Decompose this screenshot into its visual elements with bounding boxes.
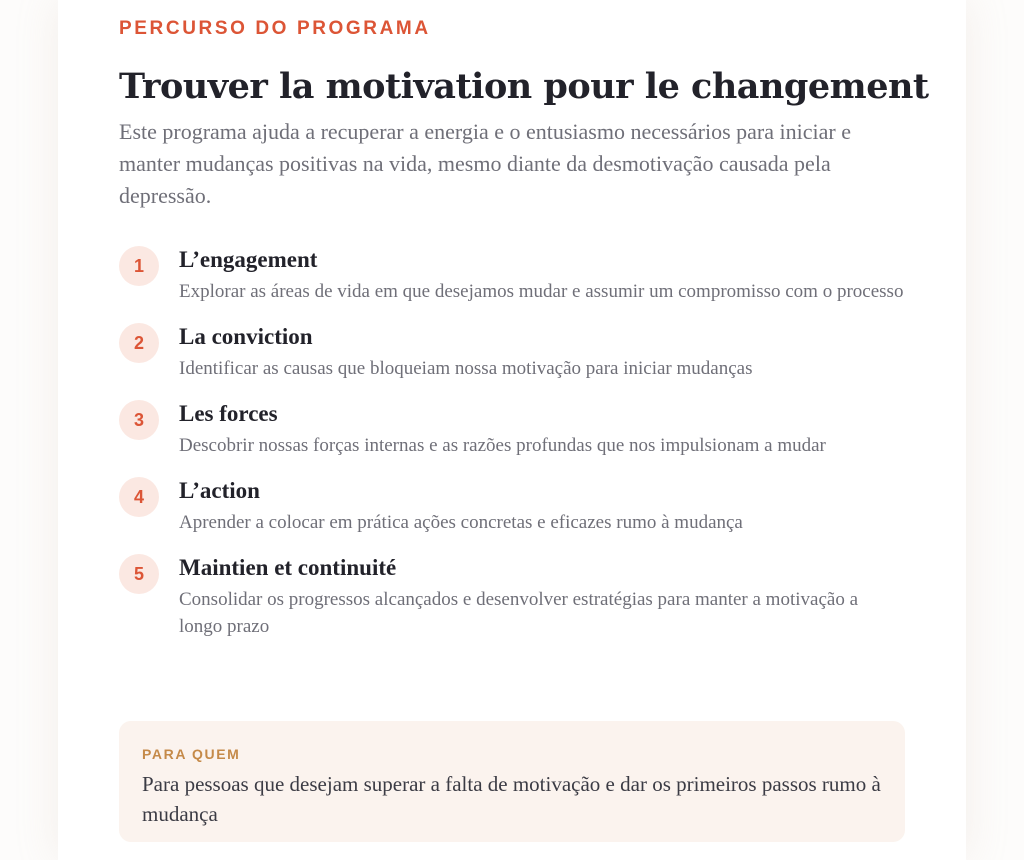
section-eyebrow: PERCURSO DO PROGRAMA (119, 18, 431, 39)
step-description: Descobrir nossas forças internas e as razões profundas que nos impulsionam a mudar (179, 435, 826, 456)
audience-box (119, 721, 905, 842)
step-number-badge: 2 (119, 323, 159, 363)
step-description: Aprender a colocar em prática ações concretas e eficazes rumo à mudança (179, 512, 743, 533)
step-item (119, 477, 905, 536)
step-description: Identificar as causas que bloqueiam nossa motivação para iniciar mudanças (179, 358, 753, 379)
step-item (119, 323, 905, 382)
step-title: Les forces (179, 401, 278, 426)
step-number-badge: 3 (119, 400, 159, 440)
page-title: Trouver la motivation pour le changement (119, 66, 929, 107)
audience-text: Para pessoas que desejam superar a falta de motivação e dar os primeiros passos rumo à mudança (142, 772, 881, 826)
step-description: Consolidar os progressos alcançados e desenvolver estratégias para manter a motivação a longo prazo (179, 589, 858, 637)
program-card (58, 0, 966, 860)
program-description: Este programa ajuda a recuperar a energia e o entusiasmo necessários para iniciar e manter mudanças positivas na vida, mesmo diante da desmotivação causada pela depressão. (119, 119, 851, 208)
steps-list (119, 246, 905, 640)
step-number-badge: 5 (119, 554, 159, 594)
step-item (119, 554, 905, 640)
step-number-badge: 1 (119, 246, 159, 286)
step-title: La conviction (179, 324, 313, 349)
step-item (119, 246, 905, 305)
program-content (119, 17, 929, 658)
step-title: L’action (179, 478, 260, 503)
step-title: Maintien et continuité (179, 555, 397, 580)
step-description: Explorar as áreas de vida em que desejamos mudar e assumir um compromisso com o processo (179, 281, 904, 302)
step-item (119, 400, 905, 459)
step-number-badge: 4 (119, 477, 159, 517)
step-title: L’engagement (179, 247, 318, 272)
audience-label: PARA QUEM (142, 746, 241, 762)
